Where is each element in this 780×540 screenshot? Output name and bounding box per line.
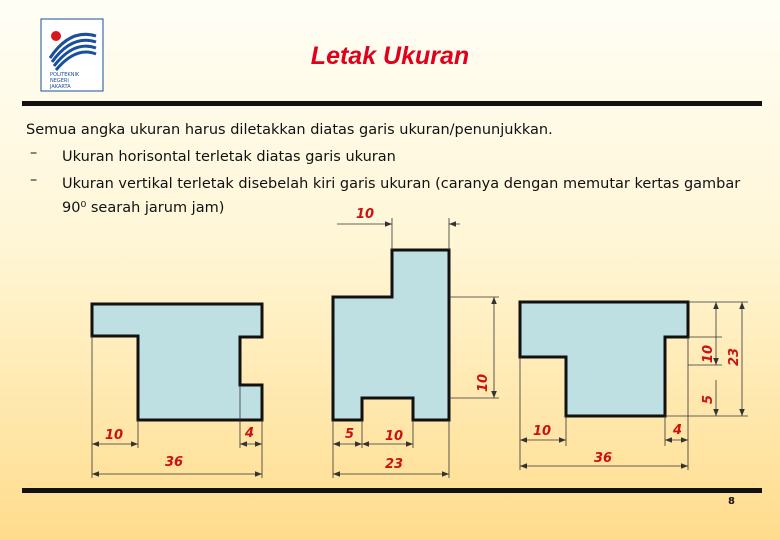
intro-text: Semua angka ukuran harus diletakkan diatas garis ukuran/penunjukkan. — [26, 122, 553, 138]
fig3-dim-4: 4 — [673, 423, 683, 438]
fig2-dim-5: 5 — [345, 427, 355, 442]
fig3-dim-36: 36 — [594, 451, 613, 466]
figure-1-shape — [92, 304, 262, 420]
fig1-dim-10: 10 — [105, 428, 124, 443]
logo-text-2: NEGERI — [50, 78, 69, 84]
logo-text-1: POLITEKNIK — [50, 72, 80, 78]
fig3-dim-10v: 10 — [701, 344, 716, 363]
fig2-dim-23: 23 — [385, 457, 404, 472]
figure-1 — [92, 304, 262, 478]
fig2-dim-bottom-10: 10 — [385, 429, 404, 444]
bullet-vertical: Ukuran vertikal terletak disebelah kiri garis ukuran (caranya dengan memutar kertas gambar 90⁰ searah jarum jam) — [62, 176, 741, 216]
figure-3-shape — [520, 302, 688, 416]
bullet-marker-2: – — [30, 172, 38, 188]
fig3-dim-23: 23 — [727, 347, 742, 366]
bullet-horizontal: Ukuran horisontal terletak diatas garis ukuran — [62, 149, 396, 165]
fig2-dim-top-10: 10 — [356, 207, 375, 222]
figure-3 — [520, 302, 748, 470]
bullet-marker-1: – — [30, 145, 38, 161]
figure-2-shape — [333, 250, 449, 420]
page-number: 8 — [728, 496, 735, 507]
slide-title: Letak Ukuran — [310, 42, 470, 70]
bottom-divider — [22, 488, 762, 493]
figure-2 — [333, 207, 499, 478]
fig3-dim-5: 5 — [701, 394, 716, 404]
fig3-dim-10: 10 — [533, 424, 552, 439]
logo-text-3: JAKARTA — [50, 84, 71, 90]
fig2-dim-right-10: 10 — [476, 373, 491, 392]
fig1-dim-4: 4 — [245, 426, 255, 441]
fig1-dim-36: 36 — [165, 455, 184, 470]
